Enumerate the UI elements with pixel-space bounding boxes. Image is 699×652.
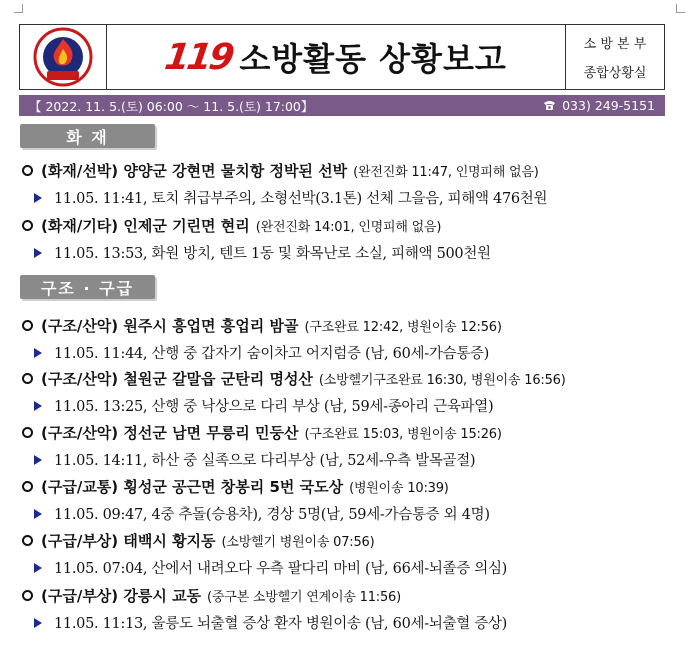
circle-bullet-icon bbox=[22, 590, 33, 601]
incident-heading bbox=[22, 160, 539, 181]
incident-title: (화재/선박) 양양군 강현면 물치항 정박된 선박 bbox=[41, 162, 348, 180]
incident-status: (완전진화 14:01, 인명피해 없음) bbox=[255, 220, 442, 235]
gangwon-fire-logo bbox=[27, 27, 99, 87]
incident-status: (중구본 소방헬기 연계이송 11:56) bbox=[207, 590, 401, 605]
circle-bullet-icon bbox=[22, 373, 33, 384]
title-cell bbox=[107, 25, 566, 89]
circle-bullet-icon bbox=[22, 481, 33, 492]
incident-detail-text: 11.05. 14:11, 하산 중 실족으로 다리부상 (남, 52세-우측 발목골절) bbox=[54, 453, 476, 469]
circle-bullet-icon bbox=[22, 165, 33, 176]
incident-title: (화재/기타) 인제군 기린면 현리 bbox=[41, 217, 250, 235]
phone-number: 033) 249-5151 bbox=[562, 98, 655, 113]
arrow-bullet-icon bbox=[34, 509, 42, 519]
circle-bullet-icon bbox=[22, 320, 33, 331]
incident-detail-text: 11.05. 11:13, 울릉도 뇌출혈 증상 환자 병원이송 (남, 60세-뇌출혈 증상) bbox=[54, 616, 508, 632]
incident-heading bbox=[22, 422, 502, 443]
arrow-bullet-icon bbox=[34, 401, 42, 411]
incident-title: (구급/교통) 횡성군 공근면 창봉리 5번 국도상 bbox=[41, 478, 344, 496]
incident-heading bbox=[22, 215, 441, 236]
incident-status: (병원이송 10:39) bbox=[349, 481, 449, 496]
arrow-bullet-icon bbox=[34, 348, 42, 358]
incident-detail bbox=[34, 557, 507, 578]
incident-detail bbox=[34, 612, 507, 633]
incident-title: (구조/산악) 원주시 흥업면 흥업리 밤골 bbox=[41, 317, 299, 335]
circle-bullet-icon bbox=[22, 220, 33, 231]
incident-detail-text: 11.05. 11:44, 산행 중 갑자기 숨이차고 어지럼증 (남, 60세-가슴통증) bbox=[54, 346, 490, 362]
incident-detail bbox=[34, 342, 489, 363]
circle-bullet-icon bbox=[22, 427, 33, 438]
page-title: 소방활동 상황보고 bbox=[239, 40, 507, 78]
office-name: 종합상황실 bbox=[583, 66, 647, 81]
incident-detail bbox=[34, 187, 547, 208]
incident-detail-text: 11.05. 11:41, 토치 취급부주의, 소형선박(3.1톤) 선체 그을음, 피해액 476천원 bbox=[54, 191, 548, 207]
arrow-bullet-icon bbox=[34, 563, 42, 573]
incident-status: (완전진화 11:47, 인명피해 없음) bbox=[353, 165, 539, 180]
incident-heading bbox=[22, 476, 449, 497]
section-tag-fire: 화 재 bbox=[20, 124, 155, 148]
incident-detail bbox=[34, 395, 493, 416]
incident-detail-text: 11.05. 13:25, 산행 중 낙상으로 다리 부상 (남, 59세-종아리 근육파열) bbox=[54, 399, 494, 415]
phone-contact bbox=[543, 98, 655, 113]
logo-cell bbox=[20, 25, 107, 89]
crop-mark-right bbox=[676, 4, 685, 13]
incident-detail-text: 11.05. 07:04, 산에서 내려오다 우측 팔다리 마비 (남, 66세-뇌졸증 의심) bbox=[54, 561, 508, 577]
phone-icon bbox=[543, 100, 556, 111]
department-name: 소 방 본 부 bbox=[583, 37, 647, 52]
department-cell bbox=[566, 25, 664, 89]
circle-bullet-icon bbox=[22, 535, 33, 546]
incident-detail bbox=[34, 503, 490, 524]
crop-mark-left bbox=[14, 4, 23, 13]
incident-detail bbox=[34, 449, 475, 470]
arrow-bullet-icon bbox=[34, 193, 42, 203]
arrow-bullet-icon bbox=[34, 248, 42, 258]
report-header bbox=[19, 24, 665, 90]
incident-heading bbox=[22, 530, 374, 551]
section-tag-rescue: 구조 · 구급 bbox=[20, 275, 155, 299]
incident-status: (소방헬기 병원이송 07:56) bbox=[221, 535, 375, 550]
incident-detail bbox=[34, 242, 491, 263]
report-period-bar bbox=[19, 95, 665, 116]
incident-heading bbox=[22, 585, 401, 606]
report-period: 【 2022. 11. 5.(토) 06:00 ～ 11. 5.(토) 17:00】 bbox=[29, 98, 314, 114]
incident-heading bbox=[22, 368, 566, 389]
incident-title: (구조/산악) 철원군 갈말읍 군탄리 명성산 bbox=[41, 370, 313, 388]
arrow-bullet-icon bbox=[34, 455, 42, 465]
incident-status: (구조완료 15:03, 병원이송 15:26) bbox=[304, 427, 502, 442]
arrow-bullet-icon bbox=[34, 618, 42, 628]
incident-status: (소방헬기구조완료 16:30, 병원이송 16:56) bbox=[318, 373, 566, 388]
incident-title: (구급/부상) 강릉시 교동 bbox=[41, 587, 202, 605]
incident-detail-text: 11.05. 13:53, 화원 방치, 텐트 1동 및 화목난로 소실, 피해액 500천원 bbox=[54, 246, 491, 262]
incident-title: (구급/부상) 태백시 황지동 bbox=[41, 532, 216, 550]
incident-detail-text: 11.05. 09:47, 4중 추돌(승용차), 경상 5명(남, 59세-가슴통증 외 4명) bbox=[54, 507, 490, 523]
badge-119: 119 bbox=[162, 36, 235, 78]
incident-heading bbox=[22, 315, 502, 336]
incident-title: (구조/산악) 정선군 남면 무릉리 민둥산 bbox=[41, 424, 299, 442]
incident-status: (구조완료 12:42, 병원이송 12:56) bbox=[304, 320, 502, 335]
